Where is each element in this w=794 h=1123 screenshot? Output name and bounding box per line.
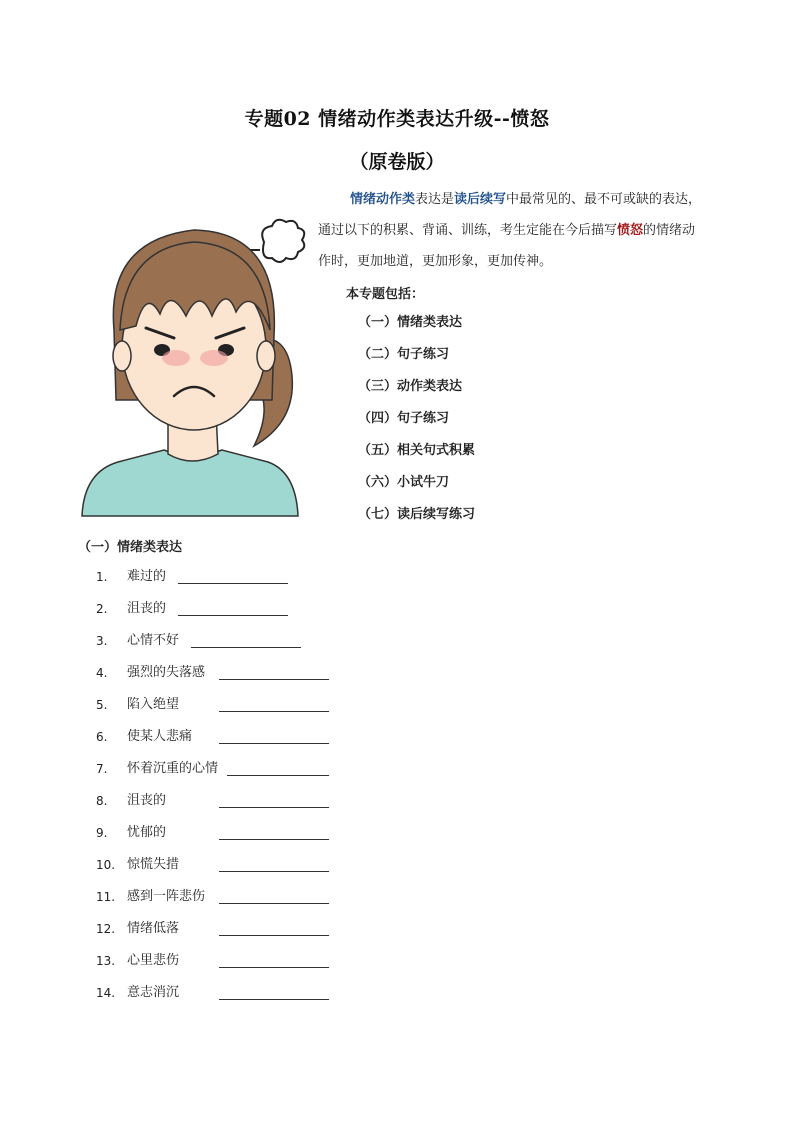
intro-term-emotion-action: 情绪动作类	[350, 192, 416, 207]
item-prompt: 惊慌失措	[127, 857, 180, 872]
topics-label: 本专题包括：	[346, 287, 425, 302]
topic-item: （七）读后续写练习	[358, 507, 476, 522]
page-title: 专题02 情绪动作类表达升级--愤怒	[244, 108, 550, 130]
section-heading: （一）情绪类表达	[78, 540, 183, 555]
item-number: 12.	[96, 922, 116, 936]
item-prompt: 怀着沉重的心情	[127, 761, 219, 776]
answer-blank[interactable]	[219, 871, 329, 872]
answer-blank[interactable]	[219, 711, 329, 712]
item-number: 14.	[96, 986, 116, 1000]
answer-blank[interactable]	[219, 935, 329, 936]
intro-paragraph	[318, 184, 730, 277]
item-number: 11.	[96, 890, 116, 904]
item-number: 6.	[96, 730, 108, 744]
item-prompt: 陷入绝望	[127, 697, 180, 712]
item-prompt: 沮丧的	[127, 793, 167, 808]
item-prompt: 强烈的失落感	[127, 665, 206, 680]
topic-item: （四）句子练习	[358, 411, 450, 426]
item-prompt: 忧郁的	[127, 825, 167, 840]
intro-text: 通过以下的积累、背诵、训练，考生定能在今后描写	[318, 223, 618, 238]
answer-blank[interactable]	[219, 839, 329, 840]
answer-blank[interactable]	[219, 967, 329, 968]
item-number: 4.	[96, 666, 108, 680]
topic-item: （一）情绪类表达	[358, 315, 463, 330]
answer-blank[interactable]	[178, 615, 288, 616]
item-number: 1.	[96, 570, 108, 584]
item-number: 3.	[96, 634, 108, 648]
item-number: 13.	[96, 954, 116, 968]
item-prompt: 难过的	[127, 569, 167, 584]
intro-text: 中最常见的、最不可或缺的表达，	[506, 192, 702, 207]
item-number: 5.	[96, 698, 108, 712]
item-number: 7.	[96, 762, 108, 776]
anger-puff-icon	[262, 220, 304, 262]
item-number: 10.	[96, 858, 116, 872]
topic-item: （三）动作类表达	[358, 379, 463, 394]
item-prompt: 心里悲伤	[127, 953, 180, 968]
item-number: 2.	[96, 602, 108, 616]
item-prompt: 感到一阵悲伤	[127, 889, 206, 904]
topic-item: （五）相关句式积累	[358, 443, 476, 458]
answer-blank[interactable]	[191, 647, 301, 648]
intro-text: 的情绪动	[643, 223, 696, 238]
item-prompt: 意志消沉	[127, 985, 180, 1000]
intro-term-anger: 愤怒	[617, 223, 644, 238]
topic-item: （二）句子练习	[358, 347, 450, 362]
topics-list	[358, 314, 475, 538]
item-number: 9.	[96, 826, 108, 840]
topic-item: （六）小试牛刀	[358, 475, 450, 490]
intro-text: 作时，更加地道，更加形象，更加传神。	[318, 254, 553, 269]
item-prompt: 情绪低落	[127, 921, 180, 936]
answer-blank[interactable]	[219, 999, 329, 1000]
answer-blank[interactable]	[219, 679, 329, 680]
answer-blank[interactable]	[227, 775, 329, 776]
page-subtitle: （原卷版）	[349, 151, 445, 173]
answer-blank[interactable]	[219, 807, 329, 808]
answer-blank[interactable]	[219, 903, 329, 904]
angry-girl-illustration	[76, 200, 312, 520]
answer-blank[interactable]	[178, 583, 288, 584]
intro-text: 表达是	[415, 192, 455, 207]
intro-term-continuation-writing: 读后续写	[454, 192, 507, 207]
item-prompt: 沮丧的	[127, 601, 167, 616]
answer-blank[interactable]	[219, 743, 329, 744]
item-prompt: 心情不好	[127, 633, 180, 648]
item-prompt: 使某人悲痛	[127, 729, 193, 744]
item-number: 8.	[96, 794, 108, 808]
